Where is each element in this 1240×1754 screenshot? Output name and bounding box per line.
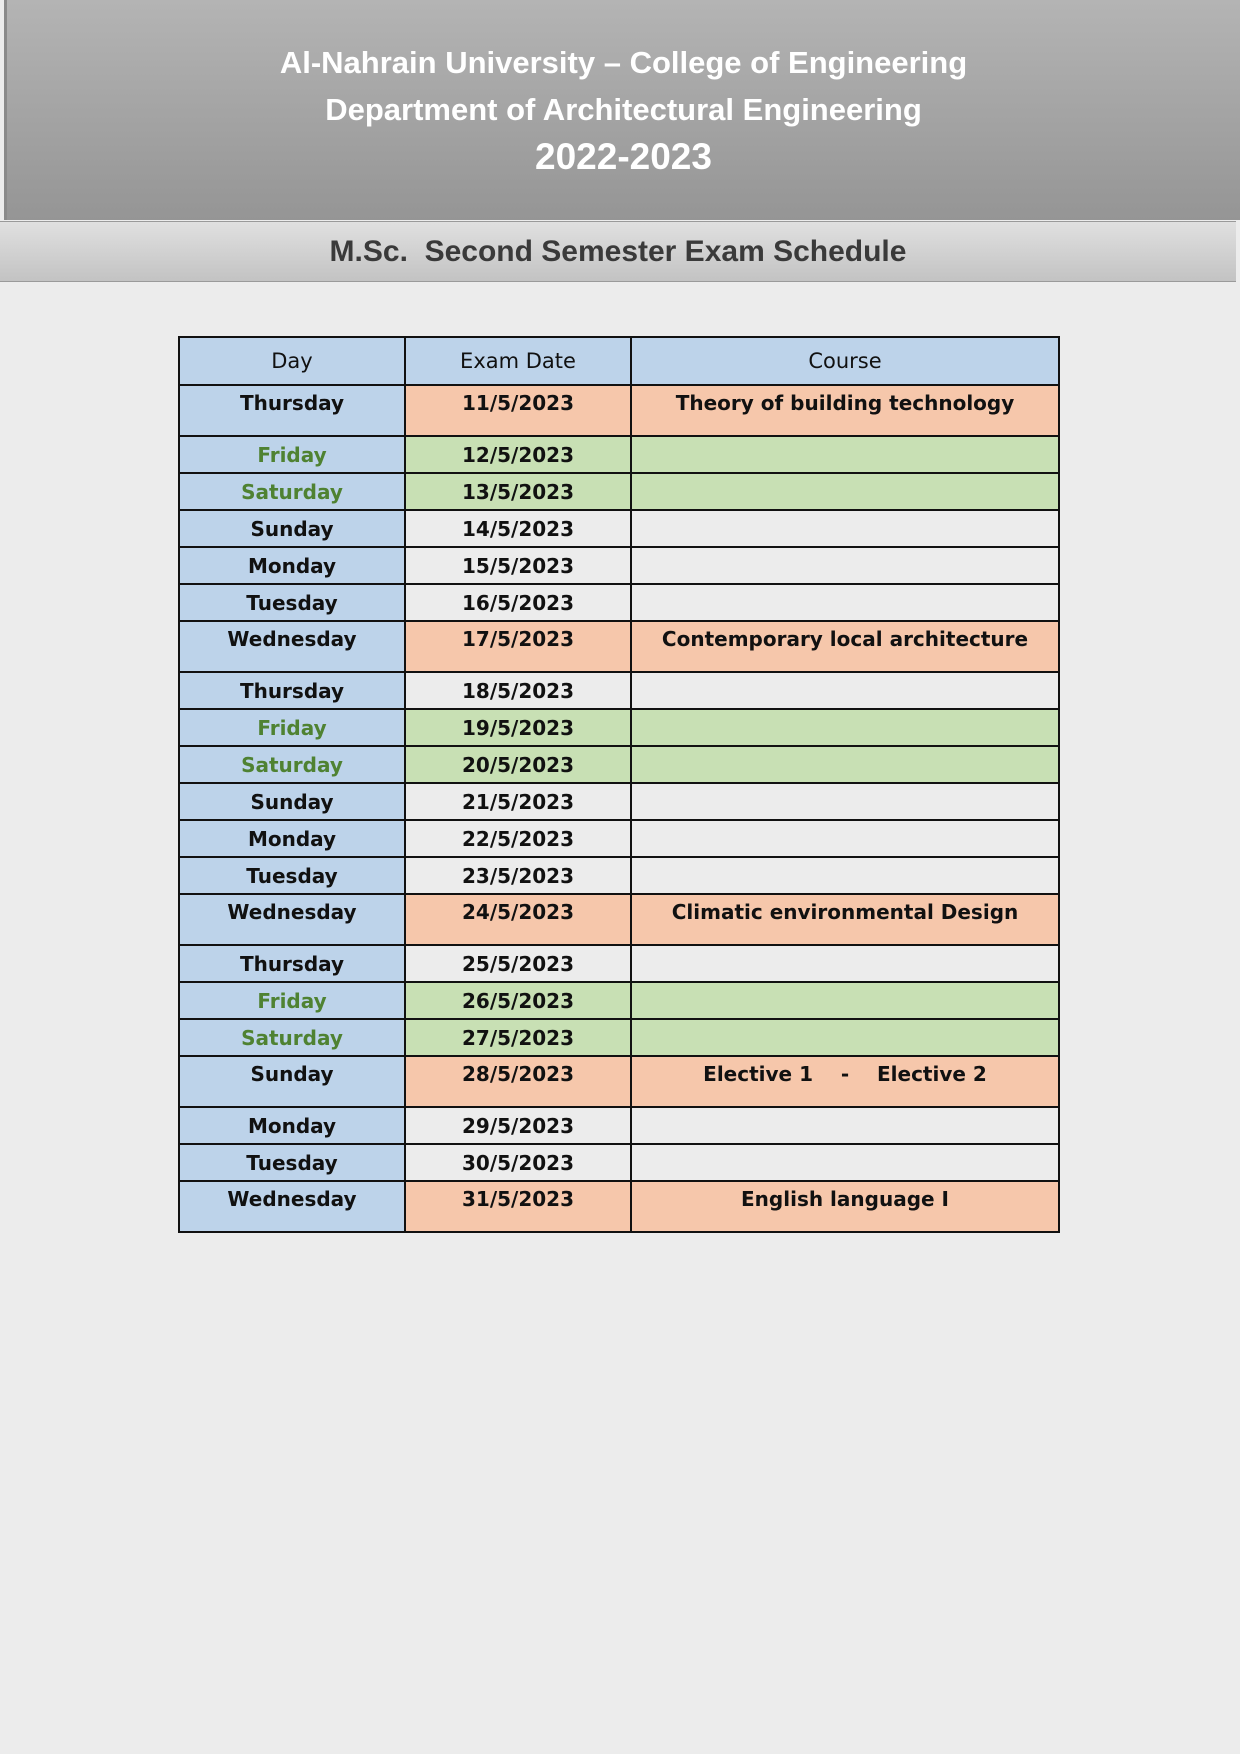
exam-date-cell: 20/5/2023 (405, 746, 631, 783)
table-row (179, 1056, 1059, 1107)
exam-date-cell: 30/5/2023 (405, 1144, 631, 1181)
day-cell: Thursday (179, 385, 405, 436)
table-row (179, 621, 1059, 672)
day-cell: Monday (179, 547, 405, 584)
course-cell (631, 945, 1059, 982)
exam-date-cell: 23/5/2023 (405, 857, 631, 894)
header-day: Day (179, 337, 405, 385)
course-cell (631, 436, 1059, 473)
exam-date-cell: 14/5/2023 (405, 510, 631, 547)
day-cell: Sunday (179, 1056, 405, 1107)
table-row (179, 510, 1059, 547)
day-cell: Wednesday (179, 1181, 405, 1232)
day-cell: Tuesday (179, 584, 405, 621)
table-body (179, 385, 1059, 1232)
exam-date-cell: 28/5/2023 (405, 1056, 631, 1107)
table-row (179, 547, 1059, 584)
schedule-title-bar (0, 221, 1236, 282)
course-cell (631, 1019, 1059, 1056)
table-row (179, 820, 1059, 857)
day-cell: Wednesday (179, 894, 405, 945)
day-cell: Wednesday (179, 621, 405, 672)
table-row (179, 436, 1059, 473)
course-cell (631, 709, 1059, 746)
table-row (179, 982, 1059, 1019)
table-row (179, 473, 1059, 510)
exam-date-cell: 12/5/2023 (405, 436, 631, 473)
exam-date-cell: 13/5/2023 (405, 473, 631, 510)
day-cell: Friday (179, 982, 405, 1019)
table-row (179, 945, 1059, 982)
department-title: Department of Architectural Engineering (325, 92, 922, 127)
table-row (179, 584, 1059, 621)
day-cell: Thursday (179, 672, 405, 709)
course-cell (631, 982, 1059, 1019)
table-row (179, 1107, 1059, 1144)
day-cell: Tuesday (179, 1144, 405, 1181)
exam-date-cell: 27/5/2023 (405, 1019, 631, 1056)
exam-date-cell: 24/5/2023 (405, 894, 631, 945)
academic-year: 2022-2023 (535, 136, 712, 177)
exam-schedule-table (178, 336, 1060, 1233)
course-cell (631, 1107, 1059, 1144)
exam-date-cell: 19/5/2023 (405, 709, 631, 746)
schedule-title: M.Sc. Second Semester Exam Schedule (329, 235, 907, 268)
header-banner (4, 0, 1240, 220)
header-course: Course (631, 337, 1059, 385)
exam-date-cell: 29/5/2023 (405, 1107, 631, 1144)
course-cell (631, 746, 1059, 783)
day-cell: Saturday (179, 746, 405, 783)
exam-date-cell: 17/5/2023 (405, 621, 631, 672)
course-cell: Climatic environmental Design (631, 894, 1059, 945)
exam-date-cell: 26/5/2023 (405, 982, 631, 1019)
exam-date-cell: 22/5/2023 (405, 820, 631, 857)
day-cell: Saturday (179, 1019, 405, 1056)
course-cell (631, 547, 1059, 584)
day-cell: Friday (179, 436, 405, 473)
table-row (179, 746, 1059, 783)
day-cell: Monday (179, 820, 405, 857)
day-cell: Saturday (179, 473, 405, 510)
course-cell (631, 857, 1059, 894)
course-cell: English language I (631, 1181, 1059, 1232)
day-cell: Thursday (179, 945, 405, 982)
table-header-row (179, 337, 1059, 385)
exam-date-cell: 11/5/2023 (405, 385, 631, 436)
day-cell: Monday (179, 1107, 405, 1144)
exam-date-cell: 31/5/2023 (405, 1181, 631, 1232)
exam-date-cell: 21/5/2023 (405, 783, 631, 820)
exam-date-cell: 16/5/2023 (405, 584, 631, 621)
course-cell: Theory of building technology (631, 385, 1059, 436)
table-row (179, 894, 1059, 945)
day-cell: Sunday (179, 783, 405, 820)
table-row (179, 1181, 1059, 1232)
table-row (179, 385, 1059, 436)
course-cell (631, 820, 1059, 857)
course-cell (631, 783, 1059, 820)
exam-date-cell: 18/5/2023 (405, 672, 631, 709)
table-row (179, 672, 1059, 709)
header-exam-date: Exam Date (405, 337, 631, 385)
table-row (179, 783, 1059, 820)
table-row (179, 709, 1059, 746)
course-cell (631, 672, 1059, 709)
exam-date-cell: 25/5/2023 (405, 945, 631, 982)
course-cell: Elective 1 - Elective 2 (631, 1056, 1059, 1107)
day-cell: Tuesday (179, 857, 405, 894)
course-cell (631, 584, 1059, 621)
day-cell: Sunday (179, 510, 405, 547)
course-cell (631, 510, 1059, 547)
university-title: Al-Nahrain University – College of Engineering (279, 45, 968, 80)
course-cell: Contemporary local architecture (631, 621, 1059, 672)
course-cell (631, 1144, 1059, 1181)
course-cell (631, 473, 1059, 510)
table-row (179, 1019, 1059, 1056)
table-row (179, 1144, 1059, 1181)
day-cell: Friday (179, 709, 405, 746)
table-row (179, 857, 1059, 894)
exam-date-cell: 15/5/2023 (405, 547, 631, 584)
